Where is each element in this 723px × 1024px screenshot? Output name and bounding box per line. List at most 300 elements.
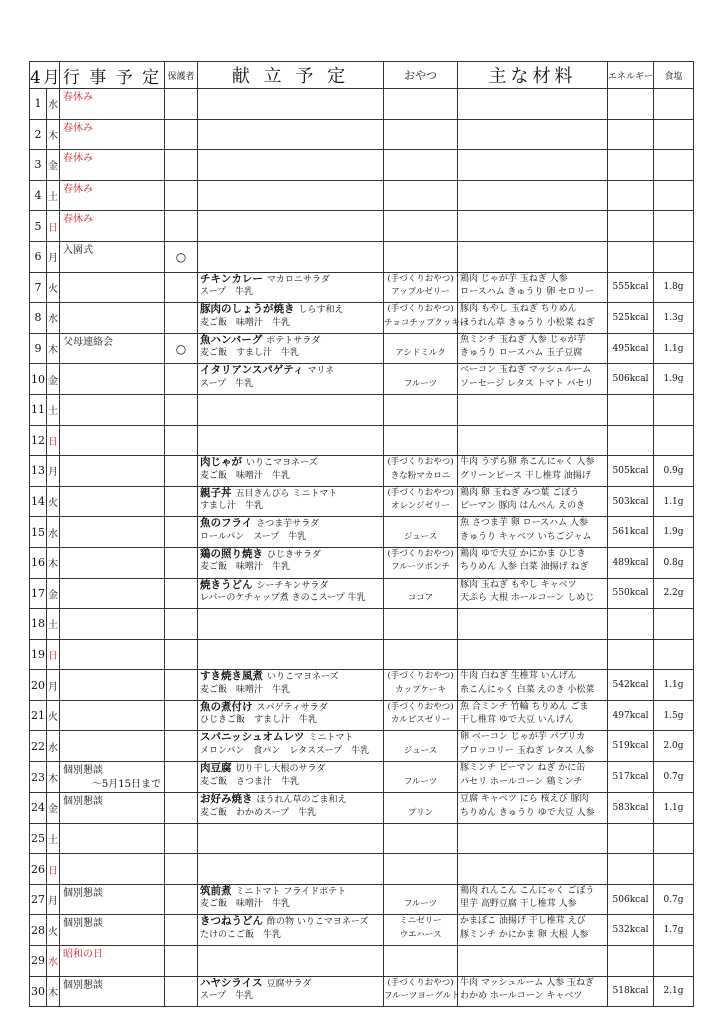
weekday: 月 [47,241,60,272]
ingredients-cell [458,946,608,977]
energy-value [608,89,654,120]
menu-cell [198,517,384,548]
event-text: 個別懇談 [63,796,104,808]
day-number: 26 [30,854,47,885]
day-row [30,180,694,211]
menu-cell [198,854,384,885]
day-number: 22 [30,731,47,762]
menu-main-dish: 焼きうどん [200,578,253,591]
day-number: 14 [30,486,47,517]
day-number: 27 [30,884,47,915]
guardian-mark [165,578,198,609]
event-text: 春休み [63,92,94,103]
snack-cell [384,89,458,120]
energy-value: 489kcal [608,547,654,578]
snack-name: フルーツ [403,378,438,389]
snack-cell [384,486,458,517]
guardian-mark: ○ [165,333,198,364]
menu-cell [198,639,384,670]
salt-value: 1.5g [654,700,694,731]
snack-cell [384,303,469,334]
day-row [30,578,694,609]
menu-cell [198,823,384,854]
snack-cell [384,547,458,578]
menu-cell [198,762,384,793]
snack-note [384,395,457,409]
event-cell [60,119,165,150]
weekday: 木 [47,333,60,364]
menu-extras: スープ 牛乳 [200,287,254,298]
menu-side-dish: スパゲティサラダ [256,702,328,713]
snack-name [384,164,457,178]
guardian-mark: ○ [165,241,198,272]
ingredients-line-1 [460,640,607,654]
menu-cell [198,946,384,977]
snack-name: プリン [407,807,434,818]
day-number: 20 [30,670,47,701]
event-cell [60,425,165,456]
ingredients-line-2 [460,960,607,974]
event-subtext: ～5月15日まで [91,779,162,791]
day-row [30,150,694,181]
ingredients-line-2 [460,837,607,851]
day-row [30,793,694,824]
day-row [30,731,694,762]
day-row [30,547,694,578]
snack-name: ジュース [403,531,438,542]
menu-extras: 麦ご飯 味噌汁 牛乳 [200,562,291,573]
salt-value [654,394,694,425]
event-cell [60,333,165,364]
ingredients-line-2 [460,225,607,239]
snack-note [384,946,457,960]
menu-cell [198,670,384,701]
day-row [30,915,694,946]
event-cell [60,854,165,885]
ingredients-line-2: わかめ ホールコーン キャベツ [460,991,583,1002]
ingredients-cell [458,180,608,211]
header-row [30,62,694,89]
ingredients-line-2 [460,103,607,117]
menu-main-dish: きつねうどん [200,915,264,928]
guardian-mark [165,150,198,181]
guardian-mark [165,547,198,578]
salt-value [654,425,694,456]
snack-name [384,960,457,974]
ingredients-line-1: ベーコン 玉ねぎ マッシュルーム [460,365,592,376]
ingredients-line-2: ピーマン 豚肉 はんぺん えのき [460,501,586,512]
day-row [30,241,694,272]
weekday: 金 [47,793,60,824]
guardian-mark [165,639,198,670]
ingredients-line-1 [460,609,607,623]
ingredients-line-1: 牛肉 白ねぎ 生椎茸 いんげん [460,671,577,682]
ingredients-line-1: 魚ミンチ 玉ねぎ 人参 じゃが芋 [460,334,586,345]
header-menu: 献 立 予 定 [198,62,384,89]
snack-name [384,194,457,208]
ingredients-line-2: ちりめん きゅうり ゆで大豆 人参 [460,807,595,818]
ingredients-line-1: 鶏肉 じゃが芋 玉ねぎ 人参 [460,273,568,284]
guardian-mark [165,303,198,334]
event-cell [60,303,165,334]
menu-extras [200,653,383,667]
event-cell [60,517,165,548]
guardian-mark [165,517,198,548]
menu-cell [198,609,384,640]
day-number: 1 [30,89,47,120]
snack-note: (手づくりおやつ) [387,701,454,712]
snack-note [384,793,457,807]
weekday: 金 [47,150,60,181]
ingredients-line-2: ソーセージ レタス トマト パセリ [460,378,594,389]
snack-note [384,609,457,623]
salt-value [654,119,694,150]
ingredients-line-2: きゅうり キャベツ いちごジャム [460,531,592,542]
ingredients-line-1: かまぼこ 油揚げ 干し椎茸 えび [460,916,586,927]
guardian-mark [165,884,198,915]
event-cell [60,884,165,915]
day-number: 11 [30,394,47,425]
menu-side-dish: マカロニサラダ [266,274,330,285]
weekday: 日 [47,854,60,885]
snack-note [384,426,457,440]
day-row [30,946,694,977]
energy-value: 517kcal [608,762,654,793]
snack-name: フルーツポンチ [391,562,450,573]
energy-value: 519kcal [608,731,654,762]
menu-extras [200,225,383,239]
snack-cell [384,854,458,885]
ingredients-cell [458,486,608,517]
day-row [30,89,694,120]
snack-name [384,255,457,269]
salt-value [654,946,694,977]
ingredients-cell [458,150,608,181]
day-row [30,394,694,425]
menu-side-dish: 酢の物 いりこマヨネーズ [267,917,369,928]
snack-note [384,150,457,164]
energy-value [608,823,654,854]
day-number: 8 [30,303,47,334]
header-month: 4月 [30,62,60,89]
energy-value: 506kcal [608,884,654,915]
menu-cell [198,333,384,364]
snack-note [384,334,457,348]
guardian-mark [165,976,198,1007]
menu-extras [200,255,383,269]
menu-main-dish: 魚のフライ [200,517,253,530]
ingredients-cell [458,272,608,303]
snack-note [384,120,457,134]
ingredients-line-1 [460,395,607,409]
snack-cell [384,823,458,854]
menu-extras: 麦ご飯 味噌汁 牛乳 [200,470,291,481]
energy-value [608,241,654,272]
menu-cell [198,241,384,272]
menu-main-dish: お好み焼き [200,793,253,806]
menu-main-dish: 豚肉のしょうが焼き [200,303,295,316]
menu-extras: 麦ご飯 すまし汁 牛乳 [200,348,300,359]
menu-cell [198,303,384,334]
snack-cell [384,670,458,701]
ingredients-line-1 [460,89,607,103]
snack-name [384,439,457,453]
menu-cell [198,180,384,211]
energy-value: 555kcal [608,272,654,303]
day-number: 2 [30,119,47,150]
energy-value [608,854,654,885]
menu-extras [200,868,383,882]
energy-value: 583kcal [608,793,654,824]
salt-value [654,639,694,670]
menu-main-dish: すき焼き風煮 [200,670,264,683]
event-cell [60,211,165,242]
menu-extras: 麦ご飯 味噌汁 牛乳 [200,317,291,328]
guardian-mark [165,119,198,150]
menu-cell [198,547,384,578]
snack-name [384,133,457,147]
salt-value: 1.3g [654,303,694,334]
ingredients-line-2 [460,133,607,147]
event-text: 昭和の日 [63,949,104,961]
snack-note [384,885,457,899]
snack-cell [384,700,458,731]
event-text: 個別懇談 [63,765,104,777]
energy-value: 542kcal [608,670,654,701]
salt-value: 2.0g [654,731,694,762]
salt-value: 0.9g [654,456,694,487]
menu-main-dish: 筑前煮 [200,884,232,897]
ingredients-cell [458,700,608,731]
ingredients-cell [458,976,608,1007]
event-text: 春休み [63,214,94,226]
weekday: 土 [47,609,60,640]
snack-name [384,653,457,667]
energy-value: 505kcal [608,456,654,487]
snack-name [384,837,457,851]
event-text: 春休み [63,153,94,165]
salt-value: 1.1g [654,670,694,701]
salt-value: 1.9g [654,517,694,548]
energy-value [608,425,654,456]
snack-note [384,89,457,103]
event-cell [60,456,165,487]
snack-name [384,623,457,637]
ingredients-line-1: 魚 さつま芋 卵 ロースハム 人参 [460,518,589,529]
ingredients-cell [458,333,608,364]
menu-main-dish: 親子丼 [200,486,232,499]
event-cell [60,700,165,731]
snack-cell [384,731,458,762]
day-row [30,517,694,548]
menu-side-dish: ひじきサラダ [267,549,321,560]
snack-cell [384,578,458,609]
salt-value [654,150,694,181]
menu-side-dish: ミニトマト フライドポテト [235,886,347,897]
day-number: 24 [30,793,47,824]
ingredients-cell [458,609,608,640]
guardian-mark [165,854,198,885]
salt-value: 1.1g [654,486,694,517]
ingredients-line-1 [460,946,607,960]
ingredients-line-2: 糸こんにゃく 白菜 えのき 小松菜 [460,684,595,695]
energy-value [608,946,654,977]
guardian-mark [165,456,198,487]
ingredients-line-1: 卵 ベーコン じゃが芋 パプリカ [460,732,586,743]
energy-value: 561kcal [608,517,654,548]
header-guardian: 保護者 [165,62,198,89]
menu-extras [200,103,383,117]
event-cell [60,793,165,824]
energy-value [608,180,654,211]
menu-extras: ひじきご飯 すまし汁 牛乳 [200,715,318,726]
menu-cell [198,394,384,425]
menu-extras [200,623,383,637]
menu-extras [200,194,383,208]
ingredients-line-2: きゅうり ロースハム 玉子豆腐 [460,348,583,359]
salt-value [654,854,694,885]
guardian-mark [165,762,198,793]
snack-note [384,640,457,654]
day-row [30,272,694,303]
snack-name: ウエハース [399,929,442,940]
menu-side-dish: 五目きんぴら ミニトマト [235,488,338,499]
ingredients-line-1: 魚 合ミンチ 竹輪 ちりめん ごま [460,701,589,712]
guardian-mark [165,915,198,946]
snack-name [384,408,457,422]
ingredients-line-1: 豚ミンチ ピーマン ねぎ かに缶 [460,763,586,774]
menu-extras [200,439,383,453]
menu-side-dish: いりこマヨネーズ [267,672,339,683]
snack-cell [384,394,458,425]
event-text: 入園式 [63,244,94,256]
ingredients-line-2 [460,408,607,422]
menu-extras: メロンパン 食パン レタススープ 牛乳 [200,745,370,756]
day-row [30,639,694,670]
day-row [30,425,694,456]
salt-value: 0.7g [654,884,694,915]
event-cell [60,89,165,120]
menu-cell [198,731,384,762]
weekday: 水 [47,303,60,334]
weekday: 土 [47,180,60,211]
ingredients-line-2 [460,439,607,453]
ingredients-line-1 [460,150,607,164]
menu-extras: スープ 牛乳 [200,991,254,1002]
menu-extras: 麦ご飯 味噌汁 牛乳 [200,684,291,695]
ingredients-cell [458,884,608,915]
weekday: 土 [47,394,60,425]
day-number: 15 [30,517,47,548]
salt-value: 1.1g [654,793,694,824]
weekday: 日 [47,211,60,242]
header-energy: エネルギー [608,62,654,89]
weekday: 木 [47,976,60,1007]
day-number: 9 [30,333,47,364]
ingredients-cell [458,854,608,885]
event-cell [60,609,165,640]
ingredients-line-1: 牛肉 うずら卵 糸こんにゃく 人参 [460,457,595,468]
snack-name: フルーツ [403,899,438,910]
salt-value: 1.8g [654,272,694,303]
day-number: 18 [30,609,47,640]
event-cell [60,486,165,517]
menu-cell [198,700,384,731]
ingredients-line-1: 豚肉 もやし 玉ねぎ ちりめん [460,304,577,315]
snack-note [384,731,457,745]
menu-cell [198,456,384,487]
day-row [30,456,694,487]
event-cell [60,394,165,425]
snack-name: チョコチップクッキー [384,317,469,328]
guardian-mark [165,89,198,120]
salt-value [654,241,694,272]
menu-side-dish: ポテトサラダ [266,335,321,346]
energy-value: 525kcal [608,303,654,334]
weekday: 火 [47,915,60,946]
menu-extras: レバーのケチャップ煮 きのこスープ 牛乳 [200,593,366,603]
snack-cell [384,425,458,456]
event-text: 父母連絡会 [63,336,114,348]
snack-cell [384,517,458,548]
salt-value [654,823,694,854]
ingredients-line-2: グリーンピース 干し椎茸 油揚げ [460,470,591,481]
snack-name [384,225,457,239]
weekday: 金 [47,578,60,609]
ingredients-line-1 [460,211,607,225]
snack-note [384,517,457,531]
event-cell [60,915,165,946]
event-cell [60,180,165,211]
menu-side-dish: 豆腐サラダ [266,978,312,989]
weekday: 木 [47,119,60,150]
snack-note [384,211,457,225]
menu-cell [198,272,384,303]
day-number: 21 [30,700,47,731]
snack-cell [384,119,458,150]
snack-note: (手づくりおやつ) [387,548,454,559]
menu-cell [198,119,384,150]
ingredients-cell [458,456,608,487]
event-text: 個別懇談 [63,979,104,991]
ingredients-cell [458,731,608,762]
ingredients-line-2 [460,623,607,637]
snack-note [384,762,457,776]
header-snack: おやつ [384,62,458,89]
day-row [30,884,694,915]
snack-cell [384,762,458,793]
snack-name: カップケーキ [395,684,446,695]
menu-extras: 麦ご飯 さつま汁 牛乳 [200,776,300,787]
energy-value: 506kcal [608,364,654,395]
energy-value [608,119,654,150]
snack-note: ミニゼリー [399,916,442,927]
day-number: 23 [30,762,47,793]
day-number: 4 [30,180,47,211]
event-cell [60,976,165,1007]
snack-note: (手づくりおやつ) [387,457,454,468]
ingredients-line-2: 豚ミンチ かにかま 卵 大根 人参 [460,929,589,940]
weekday: 水 [47,89,60,120]
snack-note: (手づくりおやつ) [387,487,454,498]
salt-value [654,180,694,211]
energy-value [608,639,654,670]
snack-note [384,854,457,868]
guardian-mark [165,394,198,425]
ingredients-cell [458,241,608,272]
salt-value [654,89,694,120]
energy-value [608,394,654,425]
